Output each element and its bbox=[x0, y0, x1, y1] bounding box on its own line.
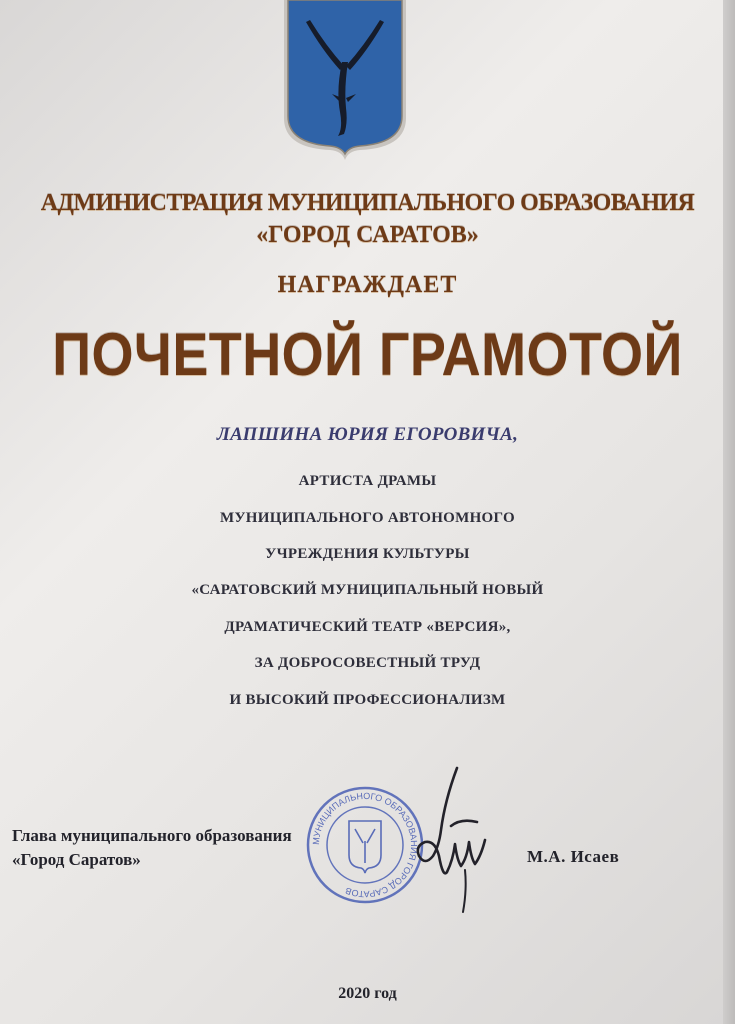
recipient-line: И ВЫСОКИЙ ПРОФЕССИОНАЛИЗМ bbox=[229, 692, 506, 708]
signatory-position-line-1: Глава муниципального образования bbox=[12, 826, 292, 845]
recipient-line: МУНИЦИПАЛЬНОГО АВТОНОМНОГО bbox=[220, 510, 515, 526]
recipient-line: «САРАТОВСКИЙ МУНИЦИПАЛЬНЫЙ НОВЫЙ bbox=[191, 582, 544, 598]
signatory-position-line-2: «Город Саратов» bbox=[12, 850, 141, 869]
award-verb: НАГРАЖДАЕТ bbox=[277, 272, 458, 298]
recipient-line: УЧРЕЖДЕНИЯ КУЛЬТУРЫ bbox=[265, 546, 470, 562]
recipient-line: АРТИСТА ДРАМЫ bbox=[298, 473, 437, 489]
stamp-text: МУНИЦИПАЛЬНОГО ОБРАЗОВАНИЯ ГОРОД САРАТОВ bbox=[310, 790, 420, 900]
recipient-name: ЛАПШИНА ЮРИЯ ЕГОРОВИЧА, bbox=[216, 424, 519, 445]
coat-of-arms-icon bbox=[282, 0, 408, 162]
document-year: 2020 год bbox=[338, 985, 397, 1002]
signatory-name: М.А. Исаев bbox=[527, 847, 620, 866]
award-title: ПОЧЕТНОЙ ГРАМОТОЙ bbox=[52, 321, 683, 388]
issuer-line-2: «ГОРОД САРАТОВ» bbox=[256, 222, 479, 248]
recipient-line: ЗА ДОБРОСОВЕСТНЫЙ ТРУД bbox=[254, 655, 481, 671]
recipient-line: ДРАМАТИЧЕСКИЙ ТЕАТР «ВЕРСИЯ», bbox=[224, 619, 511, 635]
handwritten-signature bbox=[405, 760, 495, 920]
issuer-line-1: АДМИНИСТРАЦИЯ МУНИЦИПАЛЬНОГО ОБРАЗОВАНИЯ bbox=[40, 190, 695, 216]
